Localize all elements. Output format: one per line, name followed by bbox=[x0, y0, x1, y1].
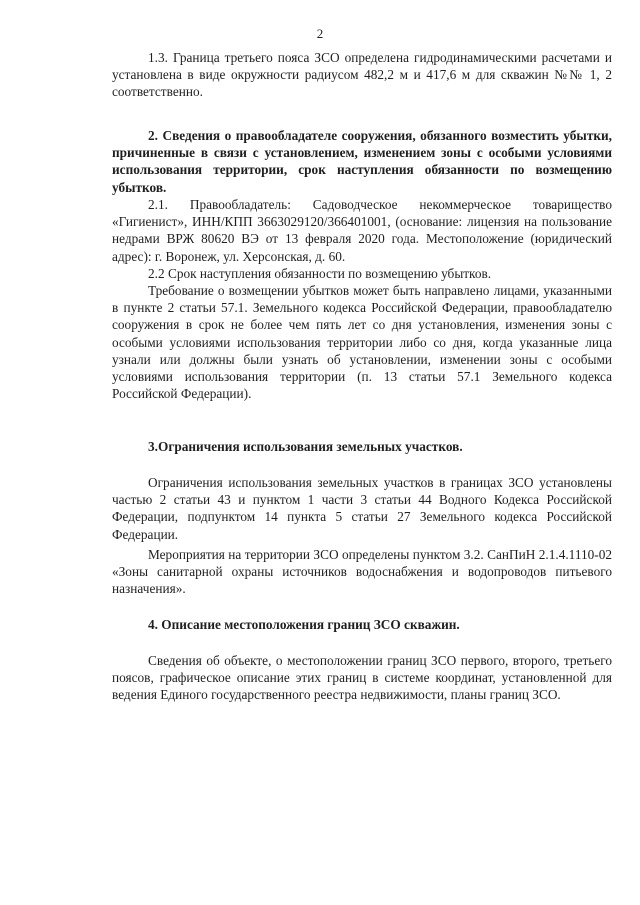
section-4-heading: 4. Описание местоположения границ ЗСО скважин. bbox=[148, 617, 460, 632]
section-3-heading: 3.Ограничения использования земельных участков. bbox=[148, 439, 463, 454]
paragraph-1-3: 1.3. Граница третьего пояса ЗСО определена гидродинамическими расчетами и установлена в виде окружности радиусом 482,2 м и 417,6 м для скважин №№ 1, 2 соответственно. bbox=[112, 50, 612, 100]
paragraph-2-1: 2.1. Правообладатель: Садоводческое некоммерческое товарищество «Гигиенист», ИНН/КПП 3663029120/366401001, (основание: лицензия на пользование недрами ВРЖ 80620 ВЭ от 13 февраля 2020 года. Местоположение (юридический адрес): г. Воронеж, ул. Херсонская, д. 60. bbox=[112, 197, 612, 264]
paragraph-4-1: Сведения об объекте, о местоположении границ ЗСО первого, второго, третьего поясов, графическое описание этих границ в системе координат, установленной для ведения Единого государственного реестра недвижимости, планы границ ЗСО. bbox=[112, 653, 612, 703]
paragraph-3-2: Мероприятия на территории ЗСО определены пунктом 3.2. СанПиН 2.1.4.1110-02 «Зоны санитарной охраны источников водоснабжения и водопроводов питьевого назначения». bbox=[112, 547, 612, 597]
paragraph-damages-claim: Требование о возмещении убытков может быть направлено лицами, указанными в пункте 2 статьи 57.1. Земельного кодекса Российской Федерации, правообладателю сооружения в срок не более чем пять лет со дня установления, изменения зоны с особыми условиями использования территории либо со дня, когда указанные лица узнали или должны были узнать об установлении, изменении зоны с особыми условиями использования территории (п. 13 статьи 57.1 Земельного кодекса Российской Федерации). bbox=[112, 283, 612, 402]
section-2-heading: 2. Сведения о правообладателе сооружения, обязанного возместить убытки, причиненные в связи с установлением, изменением зоны с особыми условиями использования территории, срок наступления обязанности по возмещению убытков. bbox=[112, 128, 612, 195]
paragraph-2-2: 2.2 Срок наступления обязанности по возмещению убытков. bbox=[148, 266, 492, 281]
paragraph-3-1: Ограничения использования земельных участков в границах ЗСО установлены частью 2 статьи 43 и пунктом 1 части 3 статьи 44 Водного Кодекса Российской Федерации, подпунктом 14 пункта 5 статьи 27 Земельного кодекса Российской Федерации. bbox=[112, 475, 612, 542]
page-number: 2 bbox=[316, 26, 324, 41]
